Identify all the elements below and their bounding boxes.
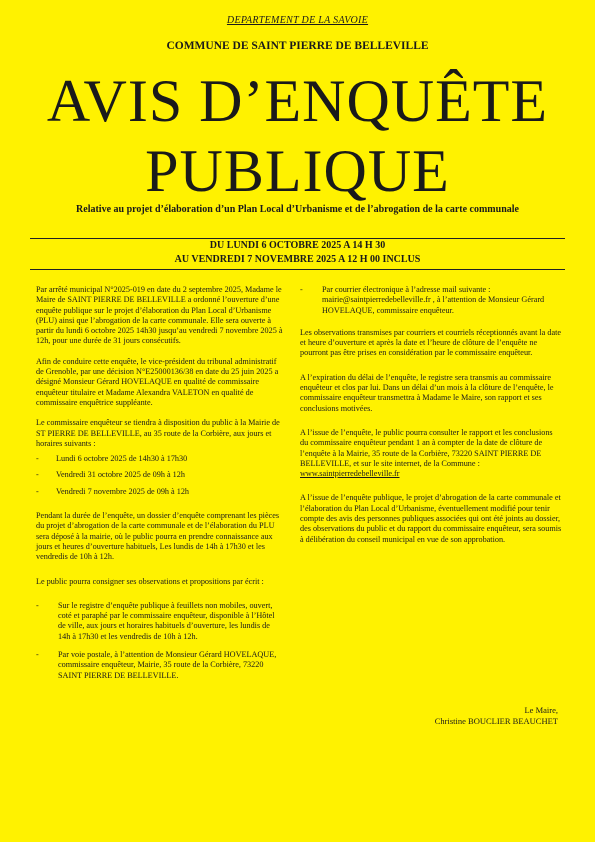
observation-method-item (36, 601, 284, 642)
decree-paragraph: Par arrêté municipal N°2025-019 en date du 2 septembre 2025, Madame le Maire de SAINT PIERRE DE BELLEVILLE a ordonné l’ouverture d’une enquête publique sur le projet d’élaboration du Plan Local d’Urbanisme (PLU) ainsi que l’abrogation de la carte communale. Elle sera ouverte à partir du lundi 6 octobre 2025 14h30 jusqu’au vendredi 7 novembre 2025 à 12h, pour une durée de 31 jours consécutifs. (36, 285, 283, 346)
enquiry-dates-box (30, 238, 565, 270)
enquiry-start-date: DU LUNDI 6 OCTOBRE 2025 A 14 H 30 (209, 240, 386, 251)
notice-title-line-1: AVIS D’ENQUÊTE (46, 68, 549, 134)
report-consultation-paragraph: A l’issue de l’enquête, le public pourra consulter le rapport et les conclusions du commissaire enquêteur pendant 1 an à compter de la date de clôture de l’enquête à la Mairie, 35 route de la Corbière, 73220 SAINT PIERRE DE BELLEVILLE, et sur le site internet, de la Commune : (300, 427, 553, 468)
signature-title: Le Maire, (524, 705, 558, 715)
permanences-intro: Le commissaire enquêteur se tiendra à disposition du public à la Mairie de ST PIERRE DE BELLEVILLE, au 35 route de la Corbière, aux jours et horaires suivants : (36, 418, 280, 448)
enquiry-end-date: AU VENDREDI 7 NOVEMBRE 2025 A 12 H 00 INCLUS (174, 254, 421, 265)
permanence-text: Vendredi 7 novembre 2025 de 09h à 12h (56, 486, 190, 496)
left-column (36, 285, 284, 687)
approval-paragraph: A l’issue de l’enquête publique, le projet d’abrogation de la carte communale et l’élaboration du Plan Local d’Urbanisme, éventuellement modifié pour tenir compte des avis des personnes publiques associées qui ont été joints au dossier, des observations du public et du rapport du commissaire enquêteur, sera soumis à délibération du conseil municipal en vue de son approbation. (300, 493, 562, 544)
late-submissions-paragraph: Les observations transmises par courriers et courriels réceptionnés avant la date et heure d’ouverture et après la date et l’heure de clôture de l’enquête ne pourront pas être prises en considération par le commissaire enquêteur. (300, 327, 561, 358)
notice-subtitle: Relative au projet d’élaboration d’un Plan Local d’Urbanisme et de l’abrogation de la carte communale (76, 204, 519, 215)
mayor-signature (380, 705, 558, 727)
observation-method-item (36, 650, 284, 681)
dash-bullet: - (36, 650, 39, 660)
observation-method-text: Sur le registre d’enquête publique à feuillets non mobiles, ouvert, coté et paraphé par le commissaire enquêteur, disponible à l’Hôtel de ville, aux jours et horaires habituels d’ouverture, les lundis de 14h à 17h30 et les vendredis de 10h à 12h. (58, 600, 275, 641)
notice-title-line-2: PUBLIQUE (145, 138, 450, 204)
department-heading: DEPARTEMENT DE LA SAVOIE (226, 15, 369, 26)
email-method-item (300, 285, 562, 316)
commune-heading: COMMUNE DE SAINT PIERRE DE BELLEVILLE (166, 40, 429, 52)
permanence-item (36, 487, 284, 497)
dash-bullet: - (36, 600, 39, 610)
permanence-item (36, 454, 284, 464)
observation-method-text: Par voie postale, à l’attention de Monsieur Gérard HOVELAQUE, commissaire enquêteur, Mairie, 35 route de la Corbière, 73220 SAINT PIERRE DE BELLEVILLE. (58, 650, 277, 680)
right-column (300, 285, 562, 555)
commissioner-paragraph: Afin de conduire cette enquête, le vice-président du tribunal administratif de Grenoble, par une décision N°E25000136/38 en date du 25 juin 2025 a désigné Monsieur Gérard HOVELAQUE en qualité de commissaire enquêteur titulaire et Madame Alexandra VALETON en qualité de commissaire enquêtrice suppléante. (36, 356, 279, 407)
dash-bullet: - (300, 285, 303, 294)
email-method-text: Par courrier électronique à l’adresse mail suivante : mairie@saintpierredebelleville.fr , à l’attention de Monsieur Gérard HOVELAQUE, commissaire enquêteur. (322, 285, 545, 315)
permanence-text: Lundi 6 octobre 2025 de 14h30 à 17h30 (56, 454, 188, 464)
signature-name: Christine BOUCLIER BEAUCHET (434, 716, 558, 726)
website-link[interactable]: www.saintpierredebelleville.fr (300, 469, 400, 479)
dash-bullet: - (36, 454, 39, 464)
closure-paragraph: A l’expiration du délai de l’enquête, le registre sera transmis au commissaire enquêteur et clos par lui. Dans un délai d’un mois à la clôture de l’enquête, le commissaire enquêteur transmettra à Madame le Maire, son rapport et ses conclusions motivées. (300, 372, 554, 413)
permanence-item (36, 470, 284, 480)
dash-bullet: - (36, 486, 39, 496)
dash-bullet: - (36, 470, 39, 480)
observations-intro: Le public pourra consigner ses observations et propositions par écrit : (36, 576, 264, 586)
permanence-text: Vendredi 31 octobre 2025 de 09h à 12h (56, 470, 185, 480)
dossier-paragraph: Pendant la durée de l’enquête, un dossier d’enquête comprenant les pièces du projet d’abrogation de la carte communale et de l’élaboration du PLU sera déposé à la mairie, où le public pourra en prendre connaissance aux jours et heures d’ouverture habituels, Les lundis de 14h à 17h30 et les vendredis de 10h à 12h. (36, 511, 280, 562)
